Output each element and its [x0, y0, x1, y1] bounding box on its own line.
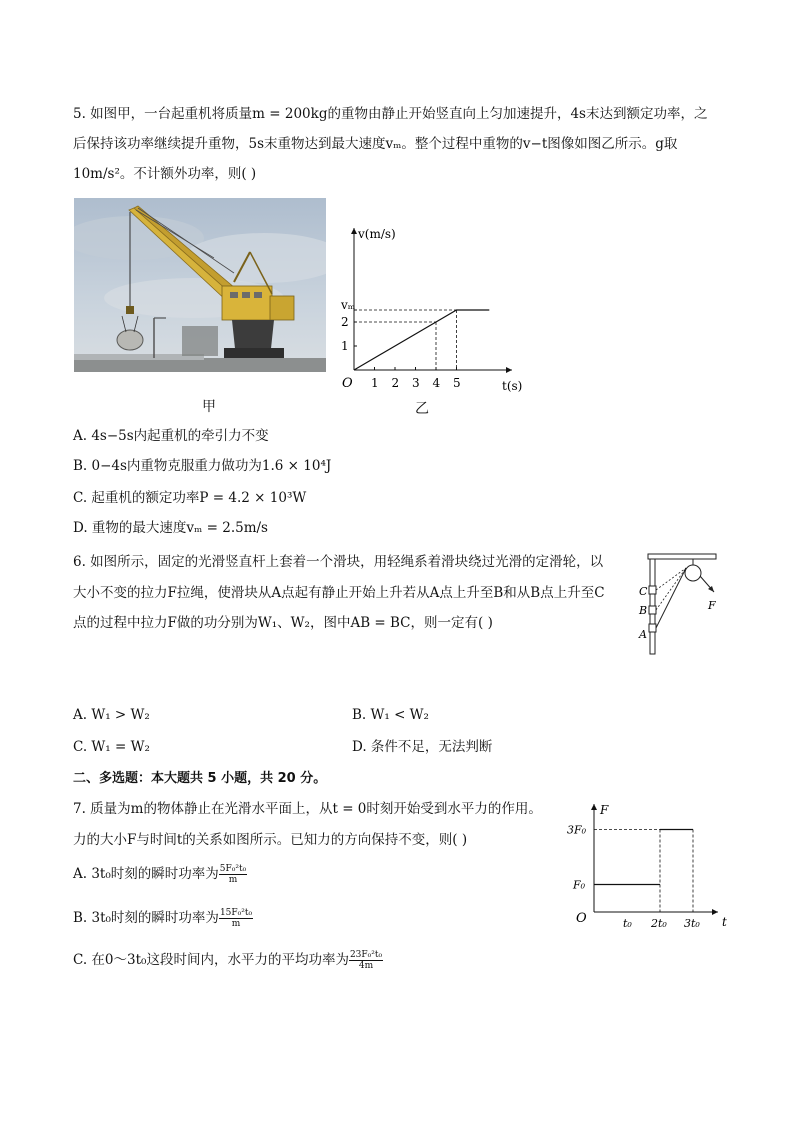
- q5-line-1: 5. 如图甲，一台起重机将质量m = 200kg的重物由静止开始竖直向上匀加速提升，4s末达到额定功率，之: [73, 106, 708, 122]
- q7-line-1: 7. 质量为m的物体静止在光滑水平面上，从t = 0时刻开始受到水平力的作用。: [73, 801, 542, 817]
- q6-option-b: B. W₁ < W₂: [352, 707, 429, 723]
- section-heading: 二、多选题：本大题共 5 小题，共 20 分。: [73, 771, 327, 786]
- fraction: $\frac{\text{15F₀²t₀}}{m}$: [219, 908, 253, 929]
- label-f: F: [708, 599, 716, 612]
- q5-option-a: A. 4s−5s内起重机的牵引力不变: [73, 428, 269, 444]
- series-line: [354, 310, 489, 370]
- label-a: A: [639, 628, 647, 641]
- label-c: C: [639, 585, 648, 598]
- x-tick-label: 1: [371, 376, 379, 390]
- q6-line-3: 点的过程中拉力F做的功分别为W₁、W₂，图中AB = BC，则一定有( ): [73, 615, 493, 631]
- origin-label: O: [342, 376, 353, 391]
- y-axis-arrow: [591, 804, 597, 810]
- x-axis-label: t(s): [502, 379, 523, 393]
- pulley-figure: [628, 548, 724, 656]
- q5-line-3: 10m/s²。不计额外功率，则( ): [73, 166, 257, 182]
- x-tick-label: 2: [391, 376, 400, 390]
- q6-line-2: 大小不变的拉力F拉绳，使滑块从A点起有静止开始上升若从A点上升至B和从B点上升至C: [73, 585, 605, 601]
- q5-option-d: D. 重物的最大速度vₘ = 2.5m/s: [73, 520, 268, 536]
- q5-line-2: 后保持该功率继续提升重物，5s末重物达到最大速度vₘ。整个过程中重物的v−t图像如图乙所示。g取: [73, 136, 678, 152]
- x-axis-label: t: [722, 915, 727, 929]
- vt-graph: [330, 220, 530, 400]
- y-tick-label: F₀: [573, 878, 586, 892]
- q6-option-c: C. W₁ = W₂: [73, 739, 150, 755]
- x-tick-label: 3t₀: [684, 917, 700, 930]
- x-axis-arrow: [506, 367, 512, 373]
- q7-option-c: C. 在0～3t₀这段时间内，水平力的平均功率为 $\frac{\text{23F₀²t₀}}{4m}$: [73, 950, 383, 971]
- fraction: $\frac{\text{5F₀²t₀}}{m}$: [219, 864, 247, 885]
- y-tick-label: 1: [341, 339, 349, 353]
- y-tick-label: 3F₀: [567, 823, 587, 837]
- q5-option-c: C. 起重机的额定功率P = 4.2 × 10³W: [73, 490, 307, 506]
- q6-option-d: D. 条件不足，无法判断: [352, 739, 493, 755]
- q6-option-a: A. W₁ > W₂: [73, 707, 150, 723]
- x-tick-label: 3: [412, 376, 420, 390]
- y-tick-label: vₘ: [341, 298, 356, 312]
- origin-label: O: [576, 911, 587, 926]
- ft-graph: [560, 800, 730, 935]
- q7-option-a: A. 3t₀时刻的瞬时功率为 $\frac{\text{5F₀²t₀}}{m}$: [73, 864, 247, 885]
- q5-option-b: B. 0−4s内重物克服重力做功为1.6 × 10⁴J: [73, 458, 332, 474]
- x-tick-label: 5: [453, 376, 461, 390]
- y-axis-arrow: [351, 228, 357, 234]
- y-tick-label: 2: [341, 315, 349, 329]
- fraction: $\frac{\text{23F₀²t₀}}{4m}$: [349, 950, 383, 971]
- figure-caption-jia: 甲: [202, 399, 216, 415]
- x-tick-label: 4: [432, 376, 441, 390]
- x-axis-arrow: [712, 909, 718, 915]
- q7-option-b: B. 3t₀时刻的瞬时功率为 $\frac{\text{15F₀²t₀}}{m}$: [73, 908, 253, 929]
- q7-line-2: 力的大小F与时间t的关系如图所示。已知力的方向保持不变，则( ): [73, 832, 468, 848]
- q6-line-1: 6. 如图所示，固定的光滑竖直杆上套着一个滑块，用轻绳系着滑块绕过光滑的定滑轮，以: [73, 554, 604, 570]
- y-axis-label: F: [600, 803, 609, 817]
- x-tick-label: t₀: [623, 917, 632, 930]
- figure-caption-yi: 乙: [415, 401, 429, 417]
- label-b: B: [639, 604, 648, 617]
- y-axis-label: v(m/s): [358, 227, 396, 241]
- crane-photo: [74, 198, 326, 372]
- x-tick-label: 2t₀: [651, 917, 667, 930]
